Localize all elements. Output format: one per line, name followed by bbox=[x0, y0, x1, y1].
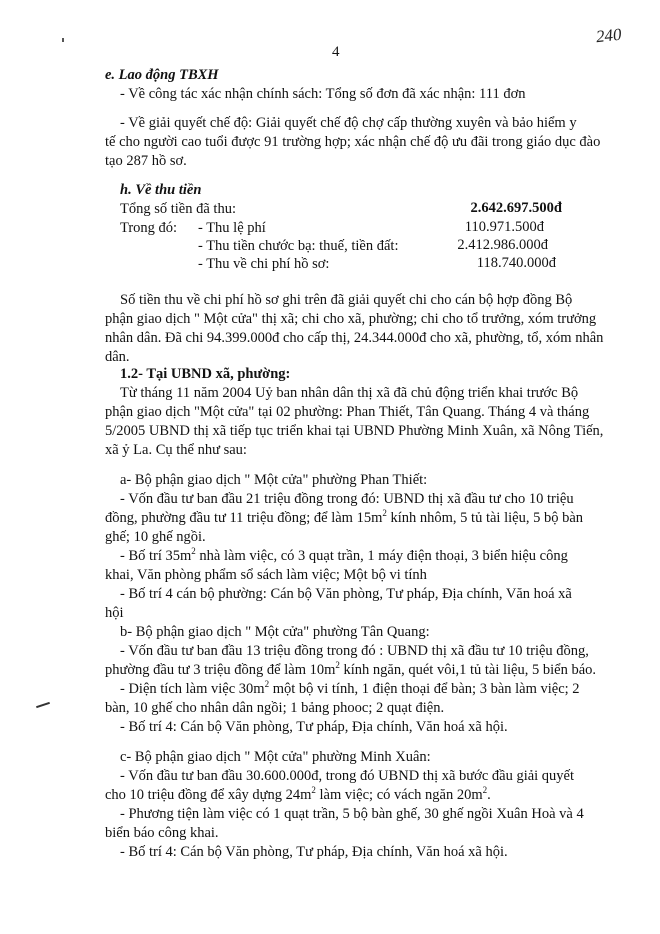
intro-line: 5/2005 UBND thị xã tiếp tục triển khai tại UBND Phường Minh Xuân, xã Nông Tiến, bbox=[105, 423, 604, 439]
subsection-a-line: đồng, phường đầu tư 11 triệu đồng; để làm $15m^2$ kính nhôm, 5 tủ tài liệu, 5 bộ bàn bbox=[105, 508, 584, 526]
subsection-b-line: - Vốn đầu tư ban đầu 13 triệu đồng trong đó : UBND thị xã đầu tư 10 triệu đồng, bbox=[120, 643, 589, 659]
subsection-a-line: - Bố trí $35m^2$ nhà làm việc, có 3 quạt trần, 1 máy điện thoại, 3 biển hiệu công bbox=[120, 546, 568, 564]
intro-line: Từ tháng 11 năm 2004 Uỷ ban nhân dân thị xã đã chủ động triển khai trước Bộ bbox=[120, 385, 579, 401]
total-value: 2.642.697.500đ bbox=[470, 200, 562, 216]
subsection-b-line: - Diện tích làm việc $30m^2$ một bộ vi tính, 1 điện thoại để bàn; 3 bàn làm việc; 2 bbox=[120, 679, 580, 697]
subsection-c-line: - Bố trí 4: Cán bộ Văn phòng, Tư pháp, Địa chính, Văn hoá xã hội. bbox=[120, 844, 508, 860]
subsection-c-line: biển báo công khai. bbox=[105, 825, 219, 841]
revenue-paragraph-line: dân. bbox=[105, 349, 130, 365]
section-e-line: - Về công tác xác nhận chính sách: Tổng số đơn đã xác nhận: 111 đơn bbox=[120, 86, 526, 102]
revenue-item-value: 118.740.000đ bbox=[476, 255, 556, 271]
subsection-c-line: - Phương tiện làm việc có 1 quạt trần, 5 bộ bàn ghế, 30 ghế ngồi Xuân Hoà và 4 bbox=[120, 806, 584, 822]
revenue-item-label: - Thu tiền chước bạ: thuế, tiền đất: bbox=[198, 238, 399, 254]
subsection-a-heading: a- Bộ phận giao dịch " Một cửa" phường Phan Thiết: bbox=[120, 472, 428, 488]
section-e-line: - Về giải quyết chế độ: Giải quyết chế độ chợ cấp thường xuyên và bảo hiểm y bbox=[120, 115, 577, 131]
subsection-a-line: - Vốn đầu tư ban đầu 21 triệu đồng trong đó: UBND thị xã đầu tư cho 10 triệu bbox=[120, 491, 574, 507]
section-e-line: tạo 287 hồ sơ. bbox=[105, 153, 187, 169]
subsection-a-line: khai, Văn phòng phẩm sổ sách làm việc; Một bộ vi tính bbox=[105, 567, 427, 583]
revenue-paragraph-line: nhân dân. Đã chi 94.399.000đ cho cấp thị, 24.344.000đ cho xã, phường, tổ, xóm nhân bbox=[105, 330, 604, 346]
in-which-label: Trong đó: bbox=[120, 220, 178, 236]
section-e-heading: e. Lao động TBXH bbox=[105, 67, 219, 83]
scan-dot-mark bbox=[62, 38, 64, 42]
revenue-item-value: 2.412.986.000đ bbox=[457, 237, 548, 253]
intro-line: xã ỷ La. Cụ thể như sau: bbox=[105, 442, 247, 458]
margin-pen-mark bbox=[36, 702, 50, 708]
handwritten-page-mark: 240 bbox=[595, 24, 623, 47]
section-e-line: tế cho người cao tuổi được 91 trường hợp; xác nhận chế độ ưu đãi trong giáo dục đào bbox=[105, 134, 601, 150]
total-label: Tổng số tiền đã thu: bbox=[120, 201, 236, 217]
subsection-a-line: - Bố trí 4 cán bộ phường: Cán bộ Văn phòng, Tư pháp, Địa chính, Văn hoá xã bbox=[120, 586, 572, 602]
subsection-b-line: bàn, 10 ghế cho nhân dân ngồi; 1 bảng phooc; 2 quạt điện. bbox=[105, 700, 445, 716]
subsection-b-heading: b- Bộ phận giao dịch " Một cửa" phường Tân Quang: bbox=[120, 624, 430, 640]
subsection-a-line: ghế; 10 ghế ngồi. bbox=[105, 529, 206, 545]
section-h-heading: h. Về thu tiền bbox=[120, 182, 202, 198]
revenue-item-label: - Thu lệ phí bbox=[198, 220, 266, 236]
subsection-c-line: - Vốn đầu tư ban đầu 30.600.000đ, trong đó UBND thị xã bước đầu giải quyết bbox=[120, 768, 575, 784]
revenue-item-label: - Thu về chi phí hồ sơ: bbox=[198, 256, 330, 272]
revenue-paragraph-line: Số tiền thu về chi phí hồ sơ ghi trên đã giải quyết chi cho cán bộ hợp đồng Bộ bbox=[120, 292, 573, 308]
subsection-c-heading: c- Bộ phận giao dịch " Một cửa" phường Minh Xuân: bbox=[120, 749, 431, 765]
section-12-heading: 1.2- Tại UBND xã, phường: bbox=[120, 366, 291, 382]
subsection-b-line: phường đầu tư 3 triệu đồng để làm $10m^2$ kính ngăn, quét vôi,1 tủ tài liệu, 5 biển báo. bbox=[105, 660, 597, 678]
subsection-c-line: cho 10 triệu đồng để xây dựng $24m^2$ làm việc; có vách ngăn $20m^2$. bbox=[105, 785, 491, 803]
revenue-paragraph-line: phận giao dịch " Một cửa" thị xã; chi cho xã, phường; chi cho tổ trưởng, xóm trưởng bbox=[105, 311, 597, 327]
intro-line: phận giao dịch "Một cửa" tại 02 phường: Phan Thiết, Tân Quang. Tháng 4 và tháng bbox=[105, 404, 590, 420]
subsection-a-line: hội bbox=[105, 605, 124, 621]
page-number: 4 bbox=[332, 44, 340, 60]
revenue-item-value: 110.971.500đ bbox=[464, 219, 544, 235]
subsection-b-line: - Bố trí 4: Cán bộ Văn phòng, Tư pháp, Địa chính, Văn hoá xã hội. bbox=[120, 719, 508, 735]
